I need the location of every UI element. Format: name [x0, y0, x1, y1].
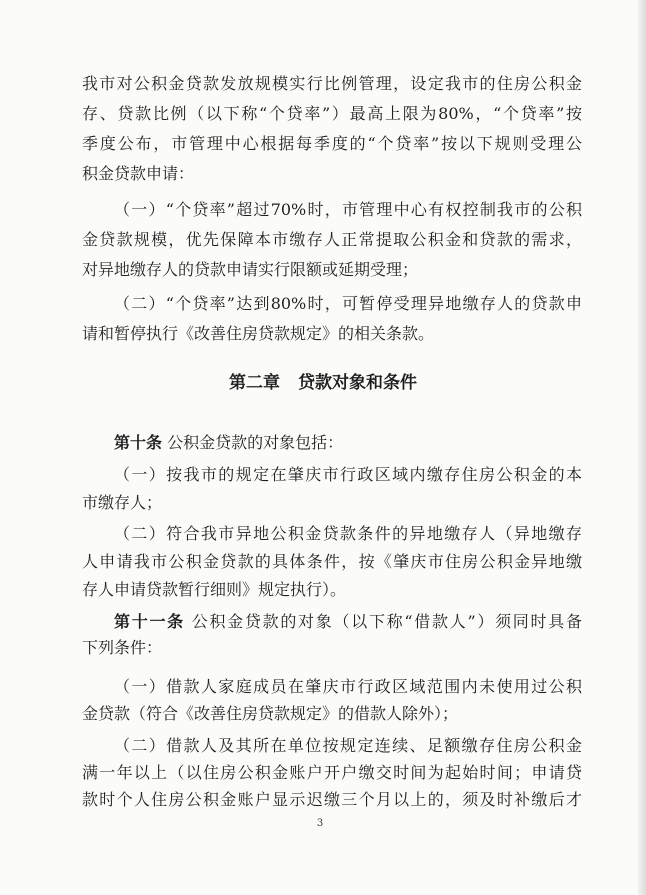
rule-two-line-1: （二）“个贷率”达到80%时，可暂停受理异地缴存人的贷款申: [114, 294, 582, 313]
article-ten-text: 公积金贷款的对象包括：: [167, 433, 344, 452]
article-eleven-line-1: [114, 611, 582, 633]
article-eleven-item-two-line-2: 满一年以上（以住房公积金账户开户缴交时间为起始时间；申请贷: [82, 763, 582, 782]
article-ten-item-one-line-1: （一）按我市的规定在肇庆市行政区域内缴存住房公积金的本: [114, 465, 582, 484]
rule-two-line-2: 请和暂停执行《改善住房贷款规定》的相关条款。: [82, 324, 435, 343]
article-eleven-item-two-line-1: （二）借款人及其所在单位按规定连续、足额缴存住房公积金: [114, 736, 582, 755]
page-number: 3: [316, 818, 324, 829]
rule-one-line-1: （一）“个贷率”超过70%时，市管理中心有权控制我市的公积: [114, 200, 582, 219]
chapter-number: 第二章: [229, 373, 280, 393]
article-ten-number: 第十条: [114, 433, 163, 452]
article-eleven-text-first: 公积金贷款的对象（以下称“借款人”）须同时具备: [191, 612, 582, 631]
article-ten-item-two-line-2: 人申请我市公积金贷款的具体条件，按《肇庆市住房公积金异地缴: [82, 552, 582, 571]
article-eleven-item-two-line-3: 款时个人住房公积金账户显示迟缴三个月以上的，须及时补缴后才: [82, 790, 582, 809]
rule-one-line-2: 金贷款规模，优先保障本市缴存人正常提取公积金和贷款的需求，: [82, 230, 582, 249]
rule-one-line-3: 对异地缴存人的贷款申请实行限额或延期受理；: [82, 260, 419, 279]
article-ten-item-two-line-1: （二）符合我市异地公积金贷款条件的异地缴存人（异地缴存: [114, 524, 582, 543]
article-ten-item-two-line-3: 存人申请贷款暂行细则》规定执行）。: [82, 580, 347, 599]
article-eleven-item-one-line-1: （一）借款人家庭成员在肇庆市行政区域范围内未使用过公积: [114, 677, 582, 696]
article-eleven-line-2: 下列条件：: [82, 638, 163, 657]
article-ten-line: [114, 432, 582, 454]
article-ten-item-one-line-2: 市缴存人；: [82, 493, 163, 512]
article-eleven-number: 第十一条: [114, 612, 185, 631]
chapter-heading: [0, 372, 646, 394]
intro-line-1: 我市对公积金贷款发放规模实行比例管理，设定我市的住房公积金: [82, 74, 582, 93]
chapter-title: 贷款对象和条件: [298, 373, 417, 393]
article-eleven-item-one-line-2: 金贷款（符合《改善住房贷款规定》的借款人除外）；: [82, 704, 459, 723]
page-edge-shadow: [638, 0, 646, 895]
intro-line-3: 季度公布，市管理中心根据每季度的“个贷率”按以下规则受理公: [82, 134, 582, 153]
intro-line-2: 存、贷款比例（以下称“个贷率”）最高上限为80%，“个贷率”按: [82, 104, 582, 123]
intro-line-4: 积金贷款申请：: [82, 164, 195, 183]
